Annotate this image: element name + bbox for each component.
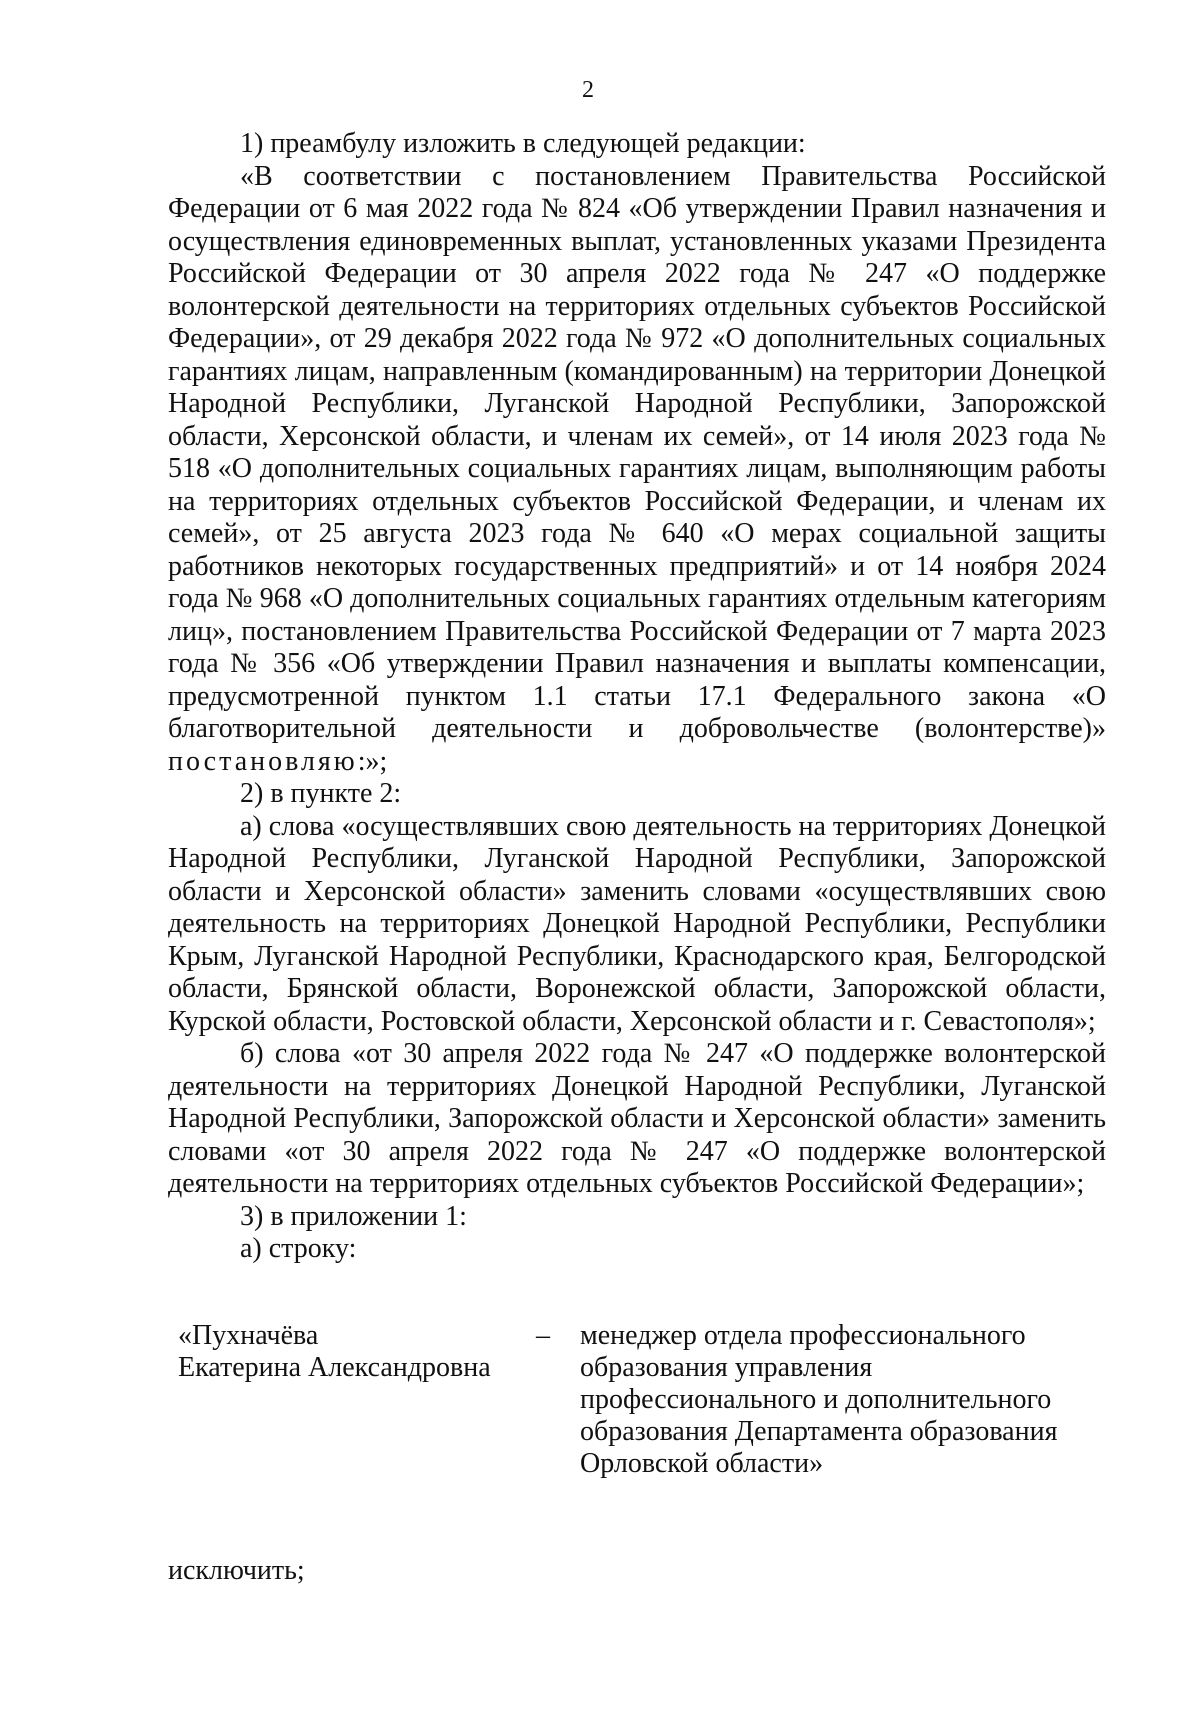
page-number: 2 [582, 77, 594, 103]
preamble-body: «В соответствии с постановлением Правительства Российской Федерации от 6 мая 2022 года № 824 «Об утверждении Правил назначения и осуществления единовременных выплат, установленных указами Президента Российской Федерации от 30 апреля 2022 года № 247 «О поддержке волонтерской деятельности на территориях отдельных субъектов Российской Федерации», от 29 декабря 2022 года № 972 «О дополнительных социальных гарантиях лицам, направленным (командированным) на территории Донецкой Народной Республики, Луганской Народной Республики, Запорожской области, Херсонской области, и членам их семей», от 14 июля 2023 года № 518 «О дополнительных социальных гарантиях лицам, выполняющим работы на территориях отдельных субъектов Российской Федерации, и членам их семей», от 25 августа 2023 года № 640 «О мерах социальной защиты работников некоторых государственных предприятий» и от 14 ноября 2024 года № 968 «О дополнительных социальных гарантиях отдельным категориям лиц», постановлением Правительства Российской Федерации от 7 марта 2023 года № 356 «Об утверждении Правил назначения и выплаты компенсации, предусмотренной пунктом 1.1 статьи 17.1 Федерального закона «О благотворительной деятельности и добровольчестве (волонтерстве)» [168, 160, 1106, 744]
item-2a: а) слова «осуществлявших свою деятельность на территориях Донецкой Народной Республики, Луганской Народной Республики, Запорожской области и Херсонской области» заменить словами «осуществлявших свою деятельность на территориях Донецкой Народной Республики, Республики Крым, Луганской Народной Республики, Краснодарского края, Белгородской области, Брянской области, Воронежской области, Запорожской области, Курской области, Ростовской области, Херсонской области и г. Севастополя»; [168, 810, 1106, 1037]
person-dash: – [536, 1320, 550, 1351]
position-line: Орловской области» [580, 1448, 824, 1479]
position-line: образования управления [580, 1352, 873, 1383]
preamble-text [168, 161, 1106, 779]
amendment-text [168, 128, 1106, 1266]
position-line: профессионального и дополнительного [580, 1384, 1052, 1415]
item-1: 1) преамбулу изложить в следующей редакции: [240, 128, 806, 159]
item-3a: а) строку: [240, 1233, 357, 1264]
item-3: 3) в приложении 1: [240, 1200, 467, 1232]
person-name [178, 1320, 518, 1384]
person-position [580, 1320, 1100, 1480]
item-2b: б) слова «от 30 апреля 2022 года № 247 «О поддержке волонтерской деятельности на территориях Донецкой Народной Республики, Луганской Народной Республики, Запорожской области и Херсонской области» заменить словами «от 30 апреля 2022 года № 247 «О поддержке волонтерской деятельности на территориях отдельных субъектов Российской Федерации»; [168, 1038, 1106, 1199]
person-name-line: Екатерина Александровна [178, 1352, 491, 1383]
position-line: менеджер отдела профессионального [580, 1320, 1026, 1351]
decree-word: постановляю [168, 745, 358, 777]
preamble-ending: :»; [357, 745, 388, 777]
item-2: 2) в пункте 2: [240, 778, 402, 809]
position-line: образования Департамента образования [580, 1416, 1058, 1447]
exclude-action: исключить; [168, 1555, 305, 1586]
person-name-line: «Пухначёва [178, 1320, 319, 1351]
